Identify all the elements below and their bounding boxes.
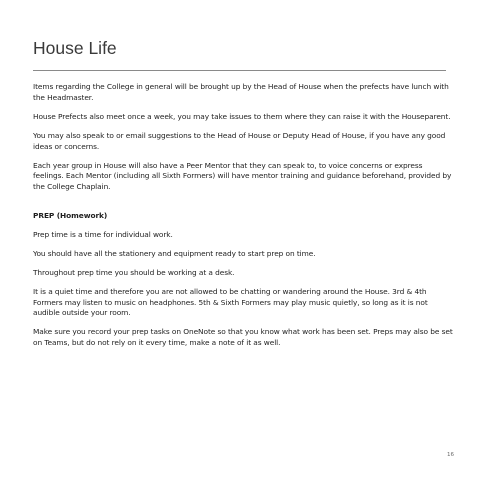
paragraph-peer-mentor: Each year group in House will also have a Peer Mentor that they can speak to, to voice concerns or express feelings. Each Mentor (including all Sixth Formers) will have mentor training and guidance beforehand, provided by the College Chaplain.	[33, 160, 452, 192]
paragraph-quiet-time: It is a quiet time and therefore you are not allowed to be chatting or wandering around the House. 3rd & 4th Formers may listen to music on headphones. 5th & Sixth Formers may play music quietly, so long as it is not audible outside your room.	[33, 286, 428, 318]
paragraph-house-prefects: House Prefects also meet once a week, you may take issues to them where they can raise it with the Houseparent.	[33, 111, 451, 121]
body-text	[33, 82, 453, 349]
paragraph-prep-time: Prep time is a time for individual work.	[33, 229, 173, 239]
paragraph-desk: Throughout prep time you should be working at a desk.	[33, 267, 235, 277]
page-number: 16	[447, 452, 454, 458]
paragraph-suggestions: You may also speak to or email suggestions to the Head of House or Deputy Head of House, if you have any good ideas or concerns.	[33, 130, 446, 151]
title-divider	[33, 70, 446, 71]
paragraph-prefects-lunch: Items regarding the College in general will be brought up by the Head of House when the prefects have lunch with the Headmaster.	[33, 82, 449, 102]
paragraph-stationery: You should have all the stationery and equipment ready to start prep on time.	[33, 248, 316, 258]
page-title: House Life	[33, 38, 117, 58]
prep-heading: PREP (Homework)	[33, 210, 108, 220]
paragraph-onenote: Make sure you record your prep tasks on OneNote so that you know what work has been set. Preps may also be set on Teams, but do not rely on it every time, make a note of it as well.	[33, 327, 453, 348]
